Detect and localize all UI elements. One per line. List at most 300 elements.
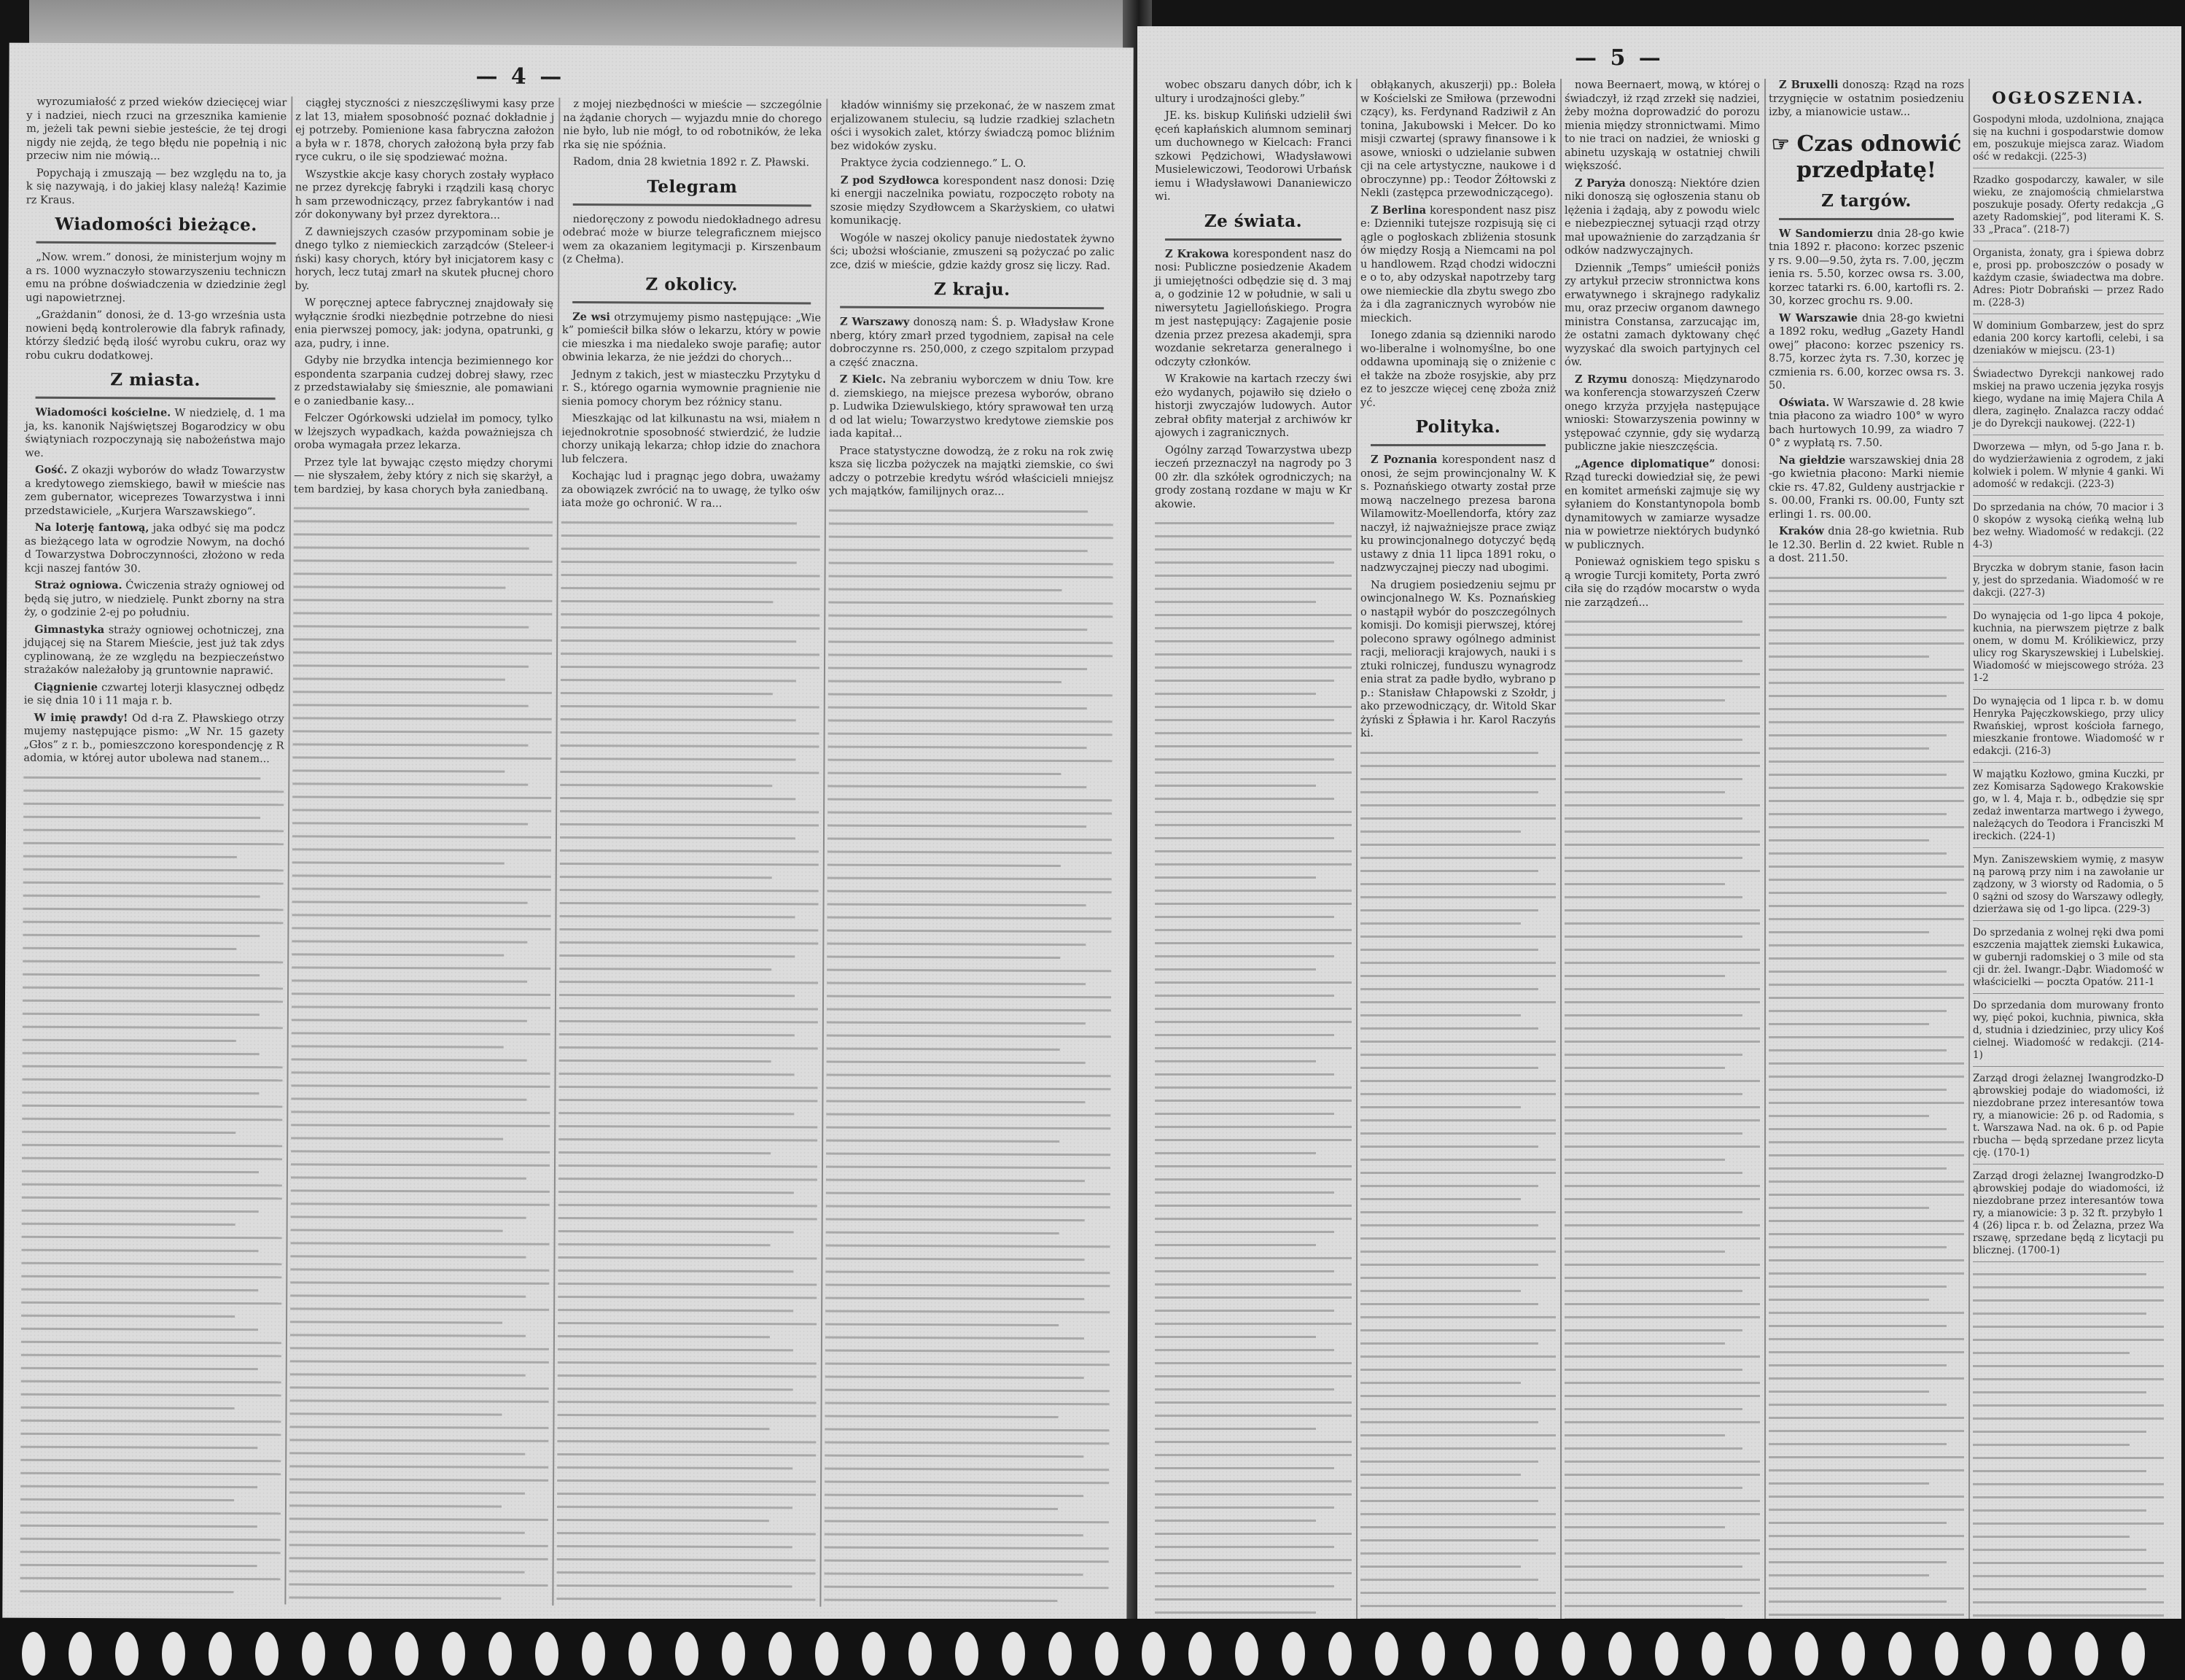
print-line <box>1155 1572 1352 1574</box>
article-lead: Oświata. <box>1779 396 1830 409</box>
print-line <box>1360 1605 1556 1607</box>
print-line <box>1769 1456 1964 1458</box>
perforation-dot <box>302 1632 325 1676</box>
print-line <box>23 973 260 976</box>
print-line <box>289 1557 548 1560</box>
print-line <box>557 1558 816 1561</box>
article-lead: Z Paryża <box>1575 176 1626 190</box>
print-line <box>1155 706 1352 708</box>
print-line <box>1155 548 1352 551</box>
print-line <box>1769 1430 1964 1432</box>
article-text: W Warszawie d. 28 kwietnia płacono za wiadro 100° w wyrobach hurtowych 10.99, za wiadro 70° z wypłatą rs. 7.50. <box>1769 397 1964 449</box>
print-line <box>292 1045 504 1048</box>
print-line <box>826 1126 1110 1129</box>
print-line <box>23 1012 260 1015</box>
print-line <box>1565 936 1742 938</box>
print-line <box>1565 1001 1760 1003</box>
print-line <box>1360 1172 1556 1174</box>
print-line <box>1360 1014 1521 1016</box>
print-line <box>1565 1303 1760 1305</box>
print-line <box>558 1190 794 1193</box>
print-line <box>1565 1382 1760 1384</box>
print-line <box>1973 1496 2164 1498</box>
print-line <box>20 1458 281 1462</box>
print-line <box>1155 588 1352 590</box>
print-line <box>1565 870 1760 872</box>
article-paragraph <box>25 521 285 577</box>
print-line <box>827 785 1086 788</box>
print-line <box>825 1428 1109 1431</box>
article-text: nowa Beernaert, mową, w której oświadczył, iż rząd zrzekł się nadziei, żeby można doprowadzić do porozumienia między stronnictwami. Mimo to nie traci on nadziei, że wnioski gabinetu uzyskają w ostatniej chwili większość. <box>1565 79 1760 172</box>
print-line <box>23 1025 283 1029</box>
print-line <box>292 769 505 772</box>
print-line <box>1565 962 1760 964</box>
print-line <box>827 1034 1111 1038</box>
print-line <box>289 1583 548 1587</box>
print-line <box>1155 1008 1352 1010</box>
print-line <box>292 835 551 839</box>
print-line <box>1565 949 1760 951</box>
print-line <box>559 1019 818 1023</box>
print-line <box>1769 1089 1947 1091</box>
print-line <box>1360 1592 1556 1594</box>
print-line <box>828 666 1087 670</box>
print-line <box>559 1059 771 1062</box>
perforation-dot <box>1048 1632 1072 1676</box>
print-line <box>292 927 550 930</box>
print-line <box>826 1165 1110 1169</box>
section-heading: Z miasta. <box>110 370 201 390</box>
print-line <box>1155 811 1352 813</box>
article-paragraph <box>1565 177 1760 258</box>
perforation-dot <box>255 1632 279 1676</box>
print-line <box>826 1244 1110 1248</box>
print-line <box>1360 1395 1556 1397</box>
print-line <box>1565 752 1760 754</box>
article-text: Ćwiczenia straży ogniowej odbędą się jutro, w niedzielę. Punkt zborny na straży, o godzinie 2-ej po południu. <box>24 580 285 619</box>
print-line <box>289 1596 501 1599</box>
print-line <box>1155 850 1352 852</box>
print-line <box>1565 621 1742 623</box>
article-text: korespondent nasz donosi: Publiczne posiedzenie Akademji umiejętności odbędzie się d. 3 maja, o godzinie 12 w południe, w sali uniwersytetu Jagiellońskiego. Program jest następujący: Zagajenie posiedzenia przez prezesa akademji, sprawozdanie sekretarza generalnego i odczyty członków. <box>1155 248 1352 368</box>
article-text: Ogólny zarząd Towarzystwa ubezpieczeń przeznaczył na nagrody po 300 złr. dla szkółek ogrodniczych; nagrody zostaną rozdane w maju w Krakowie. <box>1155 444 1352 510</box>
print-line <box>1360 1237 1556 1240</box>
print-line <box>293 638 552 642</box>
right-column-4 <box>1764 79 1967 1623</box>
print-line <box>1155 693 1316 695</box>
print-line <box>1769 1377 1964 1380</box>
print-line <box>22 1143 282 1147</box>
print-line <box>1769 1115 1929 1117</box>
print-line <box>1769 1325 1947 1327</box>
classified-ad: Do sprzedania z wolnej ręki dwa pomieszczenia mająttek ziemski Łukawica, w gubernji radomskiej o 3 mile od stacji dr. żel. Iwangr.-Dąbr. Wiadomość w właścicielki — poczta Opatów. 211-1 <box>1973 927 2164 994</box>
perforation-dot <box>1002 1632 1025 1676</box>
print-line <box>827 824 1086 828</box>
article-paragraph <box>294 456 553 497</box>
print-line <box>1769 1154 1964 1156</box>
article-paragraph <box>24 680 284 709</box>
print-line <box>1155 601 1316 603</box>
print-line <box>23 815 260 818</box>
print-line <box>22 1104 282 1108</box>
print-line <box>1155 666 1352 669</box>
perforation-dot <box>488 1632 512 1676</box>
article-lead: Z Bruxelli <box>1779 79 1839 91</box>
article-paragraph <box>1155 373 1352 440</box>
print-line <box>1155 955 1334 957</box>
subscription-promo-text: Czas odnowić przedpłatę! <box>1796 131 1962 183</box>
print-line <box>1769 747 1929 750</box>
print-line <box>1360 1198 1521 1200</box>
print-line <box>1155 1493 1352 1496</box>
print-line <box>1565 1172 1742 1174</box>
print-line <box>290 1360 549 1364</box>
print-line <box>1155 876 1316 879</box>
article-text: Jednym z takich, jest w miasteczku Przytyku dr. S., którego ogarnia wymownie pragnienie niesienia pomocy chorym bez różnicy stanu. <box>561 368 821 408</box>
article-paragraph <box>1360 79 1556 201</box>
section-heading: Ze świata. <box>1204 211 1303 231</box>
article-paragraph <box>829 444 1113 499</box>
print-line <box>1565 1237 1760 1240</box>
print-line <box>1769 787 1964 789</box>
left-newspaper-page <box>2 43 1133 1623</box>
print-line <box>1155 1454 1352 1456</box>
article-paragraph <box>26 166 287 208</box>
print-line <box>826 1231 1059 1234</box>
print-line <box>1155 890 1352 892</box>
print-line <box>827 955 1060 958</box>
print-line <box>1155 1165 1352 1167</box>
print-line <box>827 811 1112 814</box>
print-line <box>1155 1415 1352 1417</box>
article-text: korespondent nasz donosi: Dzięki energji naczelnika powiatu, rozpoczęto roboty na szosie między Szydłowcem a Skarżyskiem, co ułatwi komunikację. <box>830 174 1115 227</box>
print-line <box>558 1242 771 1245</box>
print-line <box>1565 857 1742 859</box>
print-line <box>23 802 284 806</box>
article-lead: Kraków <box>1779 525 1824 537</box>
print-line <box>21 1380 281 1383</box>
article-lead: „Agence diplomatique” <box>1575 457 1715 470</box>
print-line <box>290 1373 526 1376</box>
print-line <box>291 1124 550 1127</box>
article-paragraph <box>295 168 554 223</box>
print-line <box>825 1323 1059 1326</box>
print-line <box>1973 1312 2146 1315</box>
print-line <box>292 782 528 785</box>
print-line <box>1360 1408 1556 1410</box>
print-line <box>294 546 529 549</box>
print-line <box>1565 673 1760 675</box>
article-paragraph <box>1565 79 1760 174</box>
article-paragraph <box>561 412 820 467</box>
print-line <box>827 916 1111 919</box>
print-line <box>1155 1139 1352 1141</box>
print-line <box>825 1506 1058 1509</box>
print-line <box>1769 931 1929 933</box>
print-line <box>23 907 284 911</box>
print-line <box>1769 1023 1929 1025</box>
print-line <box>292 1058 527 1061</box>
print-line <box>290 1321 502 1323</box>
print-line <box>1565 1264 1760 1266</box>
print-line <box>828 693 1113 696</box>
print-line <box>1565 1552 1760 1555</box>
article-text: Z okazji wyborów do władz Towarzystwa kredytowego ziemskiego, bawił w mieście naszem gubernator, wiceprezes Towarzystwa i inni przedstawiciele, „Kurjera Warszawskiego”. <box>24 464 286 518</box>
print-line <box>1360 817 1556 820</box>
article-text: Z dawniejszych czasów przypominam sobie jednego tylko z niemieckich zarządców (Steleer-iński) kasy chorych, który był inicjatorem kasy chorych, lecz tutaj zmarł na skutek płucnej choroby. <box>295 225 554 292</box>
print-line <box>827 1047 1060 1050</box>
perforation-dot <box>69 1632 92 1676</box>
print-line <box>1360 1159 1556 1161</box>
article-text: otrzymujemy pismo następujące: „Wiek” pomieścił bilka słów o lekarzu, który w powiecie mieszka i ma niedaleko swoje parafię; autor obwinia lekarza, że nie jeździ do chorych... <box>561 311 822 365</box>
print-line <box>1360 1001 1556 1003</box>
print-line <box>1769 642 1964 645</box>
print-line <box>1360 936 1556 938</box>
print-line <box>1973 1299 2164 1302</box>
print-line <box>1769 971 1947 973</box>
print-line <box>825 1533 1083 1536</box>
perforation-dot <box>1888 1632 1912 1676</box>
article-lead: Z Berlina <box>1371 203 1427 217</box>
print-line <box>828 706 1087 709</box>
print-line <box>557 1518 769 1521</box>
print-line <box>1360 765 1556 767</box>
print-line <box>561 639 796 642</box>
print-line <box>1360 1329 1556 1331</box>
print-line <box>1565 975 1725 977</box>
print-line <box>21 1288 258 1291</box>
print-line <box>561 534 820 537</box>
print-line <box>1155 640 1334 642</box>
print-line <box>1769 669 1964 671</box>
print-line <box>1360 988 1538 990</box>
print-line <box>1973 1391 2146 1393</box>
classified-ad: Myn. Zaniszewskiem wymię, z masywną parową przy nim i na zawołanie urządzony, w 3 wiorsty od Radomia, o 50 sążni od szosy do Warszawy odległy, dzierżawa się od 1-go lipca. (229-3) <box>1973 854 2164 921</box>
print-line <box>21 1406 235 1409</box>
print-line <box>22 1183 282 1186</box>
article-paragraph <box>1155 109 1352 204</box>
print-line <box>1155 1546 1334 1548</box>
article-paragraph <box>26 96 287 164</box>
print-line <box>1155 1244 1316 1246</box>
print-line <box>292 887 551 891</box>
ads-title: OGŁOSZENIA. <box>1992 89 2145 108</box>
print-line <box>294 572 553 576</box>
print-line <box>1155 1047 1352 1049</box>
print-line <box>1155 653 1352 656</box>
print-line <box>21 1301 281 1304</box>
print-line <box>1565 1132 1742 1135</box>
print-line <box>291 1189 550 1193</box>
print-line <box>825 1401 1110 1405</box>
print-line <box>560 757 795 760</box>
print-line <box>1360 1500 1538 1502</box>
print-line <box>1360 791 1538 793</box>
print-line <box>1155 1086 1352 1089</box>
print-line <box>1155 981 1352 984</box>
print-line <box>825 1336 1084 1339</box>
print-line <box>1360 962 1556 964</box>
pointing-hand-icon: ☞ <box>1771 131 1797 156</box>
classified-ad: Do wynajęcia od 1-go lipca 4 pokoje, kuchnia, na pierwszem piętrze z balkonem, w domu M. Królikiewicz, przy ulicy rog Skaryszewskiej i Lubelskiej. Wiadomość w miejscowego stróża. 231-2 <box>1973 610 2164 690</box>
print-line <box>289 1452 525 1455</box>
print-line <box>561 652 819 656</box>
print-line <box>826 1100 1085 1103</box>
print-line <box>1769 774 1947 776</box>
print-line <box>21 1393 281 1396</box>
article-text: donoszą: Niektóre dzienniki donoszą się ogłoszenia stanu oblężenia i żądają, aby z powodu wielce niebezpiecznej sytuacji rząd otrzymał upoważnienie do zarządzania środków nadzwyczajnych. <box>1565 177 1760 257</box>
print-line <box>1155 1270 1334 1272</box>
print-line <box>827 1021 1086 1024</box>
print-line <box>1973 1536 2130 1538</box>
perforation-dot <box>815 1632 838 1676</box>
print-line <box>1769 1404 1947 1406</box>
print-line <box>1360 1382 1521 1384</box>
print-line <box>1973 1286 2164 1288</box>
left-column-1 <box>17 96 289 1605</box>
perforation-dot <box>675 1632 698 1676</box>
print-line <box>20 1498 234 1501</box>
print-line <box>1360 1579 1538 1581</box>
article-text: „Grażdanin” donosi, że d. 13-go września ustanowieni będą kontrolerowie dla fabryk rafinady, którzy śledzić będą ilość wyrobu cukru, oraz wyrobu cukru dodatkowej. <box>25 308 287 362</box>
print-line <box>23 946 236 949</box>
print-line <box>1155 1375 1352 1377</box>
article-lead: Gość. <box>35 463 68 476</box>
print-line <box>292 1006 550 1009</box>
perforation-dot <box>1982 1632 2005 1676</box>
print-line <box>827 1060 1086 1064</box>
article-text: z mojej niezbędności w mieście — szczególnie na żądanie chorych — wyjazdu mnie do chorego nie było, lub nie mógł, to od robotników, że lekarka się nie spóźnia. <box>563 98 822 152</box>
print-line <box>1769 1561 1947 1563</box>
print-line <box>827 837 1112 841</box>
article-paragraph <box>1155 248 1352 370</box>
article-text: Wogóle w naszej okolicy panuje niedostatek żywności; ubożsi włościanie, zmuszeni są pożyczać po zaliczce, dziś w mieście, gdzie każdy grosz się liczy. Rad. <box>830 232 1115 272</box>
print-line <box>1155 1218 1352 1220</box>
print-line <box>1973 1470 2146 1472</box>
article-text: Radom, dnia 28 kwietnia 1892 r. Z. Pławski. <box>572 156 810 169</box>
print-line <box>1155 1401 1352 1404</box>
article-paragraph <box>562 368 821 409</box>
print-line <box>824 1598 1057 1601</box>
print-line <box>829 535 1113 539</box>
print-line <box>559 1072 795 1075</box>
print-line <box>20 1563 257 1566</box>
print-line <box>1155 627 1352 629</box>
print-line <box>22 1222 235 1225</box>
print-line <box>1155 575 1352 577</box>
print-line <box>826 1113 1110 1116</box>
print-line <box>1769 839 1929 841</box>
print-line <box>827 929 1111 933</box>
article-paragraph <box>26 251 286 306</box>
print-line <box>560 888 819 892</box>
print-line <box>1565 1224 1760 1226</box>
print-line <box>828 640 1113 644</box>
print-line <box>1155 1205 1352 1207</box>
print-line <box>1360 1093 1556 1095</box>
print-line <box>290 1347 549 1350</box>
print-line <box>1973 1562 2164 1564</box>
print-line <box>1769 761 1964 763</box>
print-line <box>292 874 551 878</box>
print-line <box>558 1374 817 1377</box>
print-line <box>23 1051 260 1054</box>
print-line <box>558 1085 817 1089</box>
print-line <box>290 1294 526 1297</box>
print-line <box>826 1191 1110 1195</box>
article-lead: Straż ogniowa. <box>34 578 122 592</box>
section-rule <box>36 397 276 400</box>
print-line <box>558 1400 817 1404</box>
print-line <box>23 855 237 858</box>
print-line <box>294 520 553 524</box>
print-line <box>559 954 795 957</box>
print-line <box>22 1117 282 1121</box>
perforation-dot <box>1328 1632 1352 1676</box>
section-heading: Wiadomości bieżące. <box>55 214 257 236</box>
print-line <box>1155 929 1352 931</box>
print-line <box>1565 1093 1742 1095</box>
article-paragraph <box>25 406 285 462</box>
perforation-dot <box>1235 1632 1258 1676</box>
print-line <box>1565 647 1760 649</box>
print-line <box>1360 1342 1538 1345</box>
print-line <box>825 1257 1084 1261</box>
print-line <box>292 848 551 852</box>
article-paragraph <box>295 96 554 165</box>
print-line <box>561 691 773 694</box>
print-line <box>1360 883 1556 885</box>
print-line <box>1769 656 1929 658</box>
print-line <box>292 979 527 982</box>
perforation-dot <box>162 1632 185 1676</box>
print-line <box>291 1097 526 1100</box>
print-line <box>1565 726 1760 728</box>
print-line <box>22 1091 259 1094</box>
print-line <box>1155 1533 1352 1535</box>
print-line <box>1565 1356 1760 1358</box>
print-line <box>1769 1246 1947 1248</box>
print-line <box>827 1008 1111 1011</box>
print-line <box>1769 577 1947 579</box>
print-line <box>1155 1611 1316 1614</box>
print-line <box>1769 997 1964 999</box>
article-paragraph <box>1360 204 1556 326</box>
print-line <box>20 1432 281 1436</box>
print-line <box>1155 968 1316 971</box>
print-line <box>1155 1283 1352 1286</box>
print-line <box>1565 1277 1760 1279</box>
print-line <box>1769 1496 1964 1498</box>
print-line <box>1973 1444 2130 1446</box>
print-line <box>292 940 527 943</box>
print-line <box>827 968 1111 972</box>
perforation-dot <box>1188 1632 1212 1676</box>
print-line <box>1565 1290 1742 1292</box>
print-line <box>1973 1365 2164 1367</box>
print-line <box>1565 922 1760 925</box>
section-rule <box>36 241 276 244</box>
article-paragraph <box>1360 329 1556 410</box>
left-columns <box>2 96 1133 1623</box>
print-line <box>1565 1198 1760 1200</box>
print-line <box>23 920 283 924</box>
print-line <box>559 967 771 970</box>
print-line <box>825 1546 1109 1549</box>
print-line <box>1155 1178 1352 1181</box>
print-line <box>825 1375 1084 1379</box>
print-line <box>1769 892 1947 894</box>
